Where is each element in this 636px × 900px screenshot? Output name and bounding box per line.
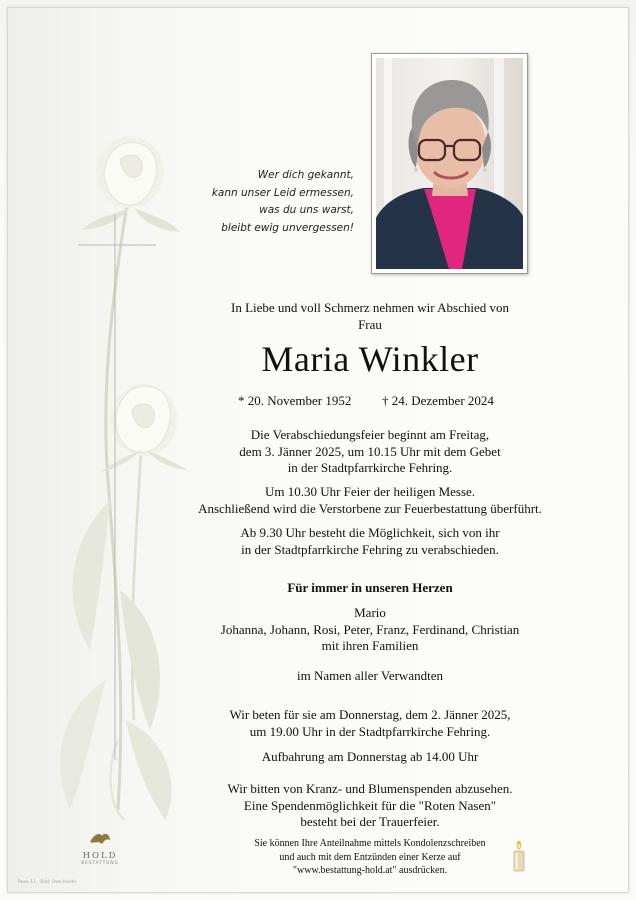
- family-line: Mario: [354, 605, 386, 620]
- intro-text: [160, 300, 580, 333]
- intro-line: Frau: [358, 316, 382, 332]
- ceremony-line: dem 3. Jänner 2025, um 10.15 Uhr mit dem Gebet: [239, 443, 501, 459]
- mass-text: [160, 484, 580, 517]
- quote-line: Wer dich gekannt,: [257, 169, 354, 181]
- viewing-text: Aufbahrung am Donnerstag ab 14.00 Uhr: [261, 749, 479, 764]
- image-credit: Rose 11 - Bild: Uwe Hoidn: [18, 880, 77, 885]
- birth-date: * 20. November 1952: [238, 393, 352, 408]
- family-text: [160, 605, 580, 655]
- death-date: † 24. Dezember 2024: [382, 393, 494, 408]
- deceased-name: Maria Winkler: [261, 339, 479, 379]
- prayer-line: um 19.00 Uhr in der Stadtpfarrkirche Fehring.: [249, 723, 491, 739]
- mass-line: Um 10.30 Uhr Feier der heiligen Messe.: [264, 484, 476, 499]
- condolence-line: Sie können Ihre Anteilnahme mittels Kondolenzschreiben: [254, 838, 486, 849]
- intro-line: In Liebe und voll Schmerz nehmen wir Abschied von: [231, 300, 509, 315]
- ceremony-text: [160, 427, 580, 477]
- logo-subtitle: BESTATTUNG: [81, 861, 119, 866]
- relatives-text: im Namen aller Verwandten: [297, 668, 443, 683]
- ceremony-line: in der Stadtpfarrkirche Fehring.: [287, 460, 453, 475]
- quote-line: was du uns warst,: [259, 204, 354, 216]
- condolence-line: "www.bestattung-hold.at" ausdrücken.: [292, 865, 448, 876]
- memorial-quote: [200, 167, 354, 237]
- family-line: Johanna, Johann, Rosi, Peter, Franz, Ferdinand, Christian: [220, 621, 520, 637]
- portrait-image: [376, 58, 523, 269]
- donations-line: Eine Spendenmöglichkeit für die "Roten Nasen": [243, 797, 497, 813]
- hold-logo-icon: [88, 832, 112, 846]
- prayer-line: Wir beten für sie am Donnerstag, dem 2. Jänner 2025,: [229, 707, 511, 722]
- quote-line: bleibt ewig unvergessen!: [221, 221, 354, 234]
- family-line: mit ihren Familien: [321, 638, 419, 653]
- candle-icon: [512, 840, 526, 872]
- farewell-line: Ab 9.30 Uhr besteht die Möglichkeit, sich von ihr: [240, 525, 500, 540]
- donations-text: [160, 781, 580, 831]
- logo-name: HOLD: [82, 851, 118, 861]
- quote-line: kann unser Leid ermessen,: [211, 186, 354, 199]
- prayer-text: [160, 707, 580, 740]
- farewell-line: in der Stadtpfarrkirche Fehring zu verabschieden.: [241, 541, 499, 557]
- life-dates: [160, 393, 580, 411]
- portrait-photo: [371, 53, 528, 274]
- ceremony-line: Die Verabschiedungsfeier beginnt am Freitag,: [250, 427, 490, 442]
- farewell-text: [160, 525, 580, 558]
- donations-line: Wir bitten von Kranz- und Blumenspenden abzusehen.: [227, 781, 513, 796]
- mass-line: Anschließend wird die Verstorbene zur Feuerbestattung überführt.: [198, 500, 542, 516]
- donations-line: besteht bei der Trauerfeier.: [300, 814, 440, 829]
- motto-text: Für immer in unseren Herzen: [287, 580, 453, 595]
- condolence-line: und auch mit dem Entzünden einer Kerze auf: [279, 851, 461, 863]
- funeral-home-logo: [78, 832, 122, 872]
